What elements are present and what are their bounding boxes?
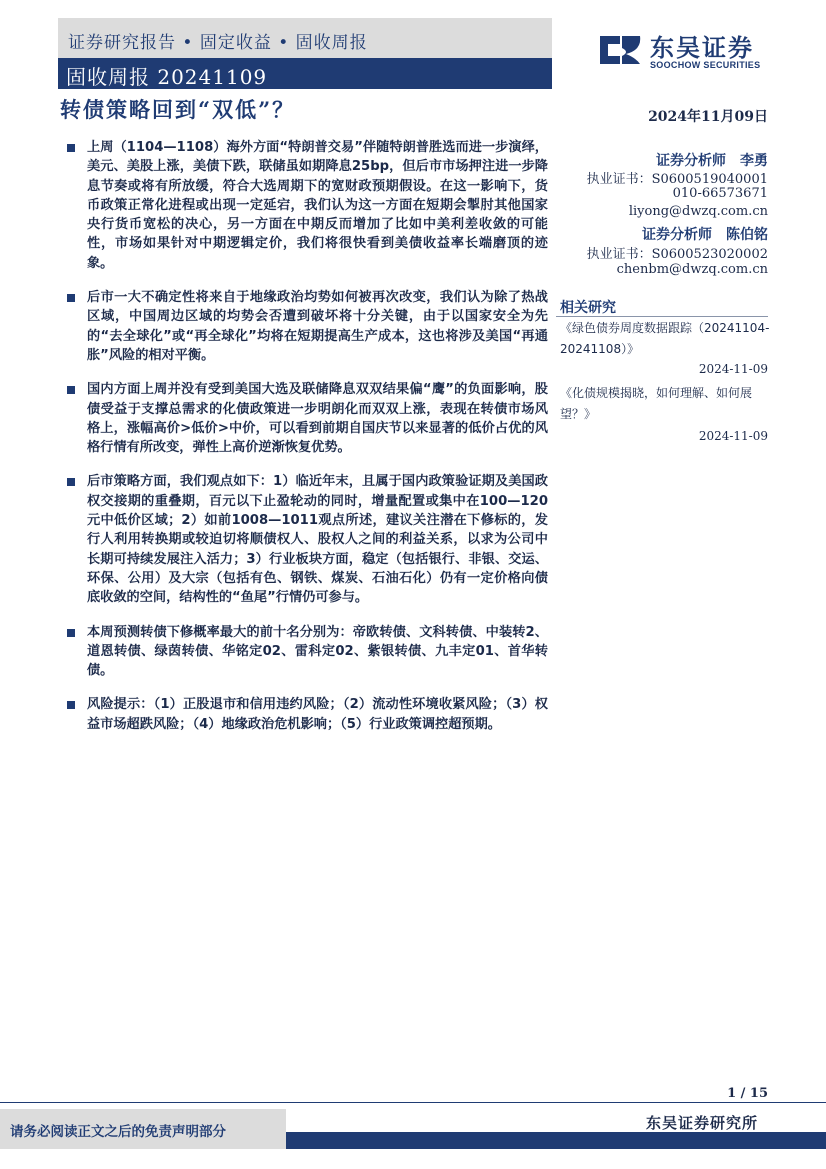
analyst-email[interactable]: liyong@dwzq.com.cn: [628, 204, 768, 219]
analyst-email[interactable]: chenbm@dwzq.com.cn: [616, 262, 768, 277]
analyst-cert: 执业证书：S0600523020002: [586, 247, 768, 262]
analyst-phone: 010-66573671: [672, 186, 768, 201]
paragraph-text: 上周（1104—1108）海外方面“特朗普交易”伴随特朗普胜选而进一步演绎，美元、美股上涨，美债下跌，联储虽如期降息25bp，但后市市场押注进一步降息节奏或将有所放缓，符合大选周期下的宽财政预期假设。在这一影响下，货币政策正常化进程或出现一定延宕，我们认为这一方面在短期会掣肘其他国家央行货币宽松的决心，另一方面在中期反而增加了比如中美利差收敛的可能性，市场如果针对中期逻辑定价，我们将很快看到美债收益率长端磨顶的迹象。: [87, 140, 548, 271]
analyst-cert: 执业证书：S0600519040001: [586, 172, 768, 187]
summary-paragraph: [63, 623, 548, 681]
footer-institute: 东吴证券研究所: [645, 1114, 758, 1132]
header-category-band: [58, 18, 552, 58]
related-divider: [556, 316, 768, 317]
footer-disclaimer: 请务必阅读正文之后的免责声明部分: [10, 1124, 226, 1140]
summary-body: [63, 138, 548, 749]
company-logo: [596, 30, 776, 74]
company-name-en: SOOCHOW SECURITIES: [650, 60, 761, 70]
related-item-date: 2024-11-09: [698, 362, 768, 376]
analyst-name: 证券分析师 陈伯铭: [642, 227, 768, 243]
summary-paragraph: [63, 288, 548, 365]
soochow-logo-icon: [596, 30, 644, 70]
company-name-cn: 东吴证券: [650, 34, 754, 62]
bullet-square-icon: [67, 294, 75, 302]
paragraph-text: 本周预测转债下修概率最大的前十名分别为：帝欧转债、文科转债、中装转2、道恩转债、绿茵转债、华铭定02、雷科定02、紫银转债、九丰定01、首华转债。: [87, 624, 548, 679]
related-item[interactable]: 《化债规模揭晓，如何理解、如何展望？》: [560, 386, 753, 421]
footer-accent-bar: [286, 1132, 826, 1149]
analyst-name: 证券分析师 李勇: [656, 153, 768, 169]
summary-paragraph: [63, 695, 548, 734]
summary-paragraph: [63, 472, 548, 607]
related-research-heading: 相关研究: [560, 300, 616, 316]
page-title: 转债策略回到“双低”？: [60, 97, 296, 122]
related-item-date: 2024-11-09: [698, 429, 768, 443]
paragraph-text: 后市策略方面，我们观点如下：1）临近年末，且属于国内政策验证期及美国政权交接期的重叠期，百元以下止盈轮动的同时，增量配置或集中在100—120元中低价区域；2）如前1008—1011观点所述，建议关注潜在下修标的，发行人利用转换期或较迫切将顺债权人、股权人之间的利益关系，以求为公司中长期可持续发展注入活力；3）行业板块方面，稳定（包括银行、非银、交运、环保、公用）及大宗（包括有色、钢铁、煤炭、石油石化）仍有一定价格向债底收敛的空间，结构性的“鱼尾”行情仍可参与。: [87, 474, 548, 606]
report-name: 固收周报 20241109: [66, 65, 268, 89]
summary-paragraph: [63, 380, 548, 457]
bullet-square-icon: [67, 144, 75, 152]
paragraph-text: 国内方面上周并没有受到美国大选及联储降息双双结果偏“鹰”的负面影响，股债受益于支撑总需求的化债政策进一步明朗化而双双上涨，表现在转债市场风格上，涨幅高价>低价>中价，可以看到前期自国庆节以来显著的低价占优的风格行情有所改变，弹性上高价逆渐恢复优势。: [87, 382, 548, 456]
bullet-square-icon: [67, 629, 75, 637]
summary-paragraph: [63, 138, 548, 273]
paragraph-text: 风险提示：（1）正股退市和信用违约风险；（2）流动性环境收紧风险；（3）权益市场超跌风险；（4）地缘政治危机影响；（5）行业政策调控超预期。: [87, 697, 548, 732]
page-number: 1 / 15: [727, 1086, 768, 1101]
header-category: 证券研究报告 • 固定收益 • 固收周报: [68, 33, 368, 53]
bullet-square-icon: [67, 386, 75, 394]
footer-divider: [0, 1102, 826, 1103]
footer-disclaimer-band: [0, 1109, 286, 1149]
related-item[interactable]: 《绿色债券周度数据跟踪（20241104-20241108）》: [560, 321, 770, 356]
report-date: 2024年11月09日: [648, 109, 768, 125]
header-report-band: [58, 58, 552, 89]
paragraph-text: 后市一大不确定性将来自于地缘政治均势如何被再次改变，我们认为除了热战区域，中国周边区域的均势会否遭到破坏将十分关键，由于以国家安全为先的“去全球化”或“再全球化”均将在短期提高生产成本，这也将涉及美国“再通胀”风险的相对平衡。: [87, 290, 548, 363]
bullet-square-icon: [67, 478, 75, 486]
bullet-square-icon: [67, 701, 75, 709]
